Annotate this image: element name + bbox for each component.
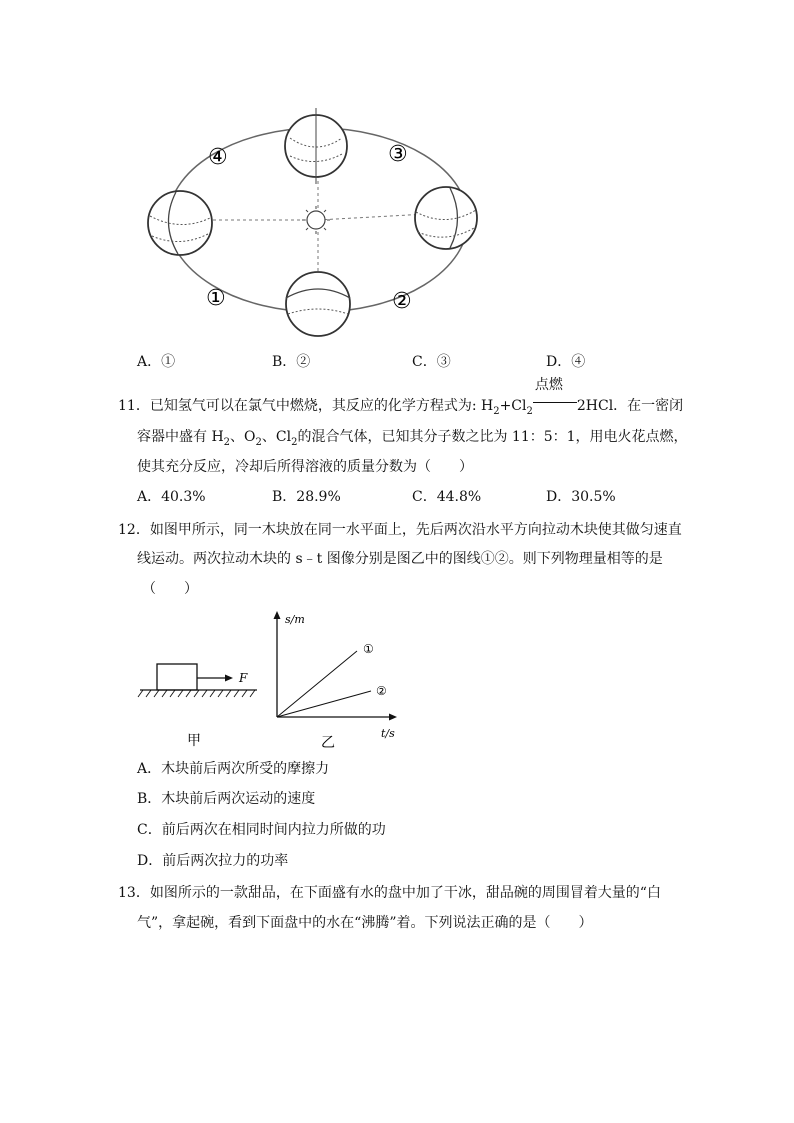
x-axis-label: t/s xyxy=(381,727,395,740)
q11-line-1: 11．已知氢气可以在氯气中燃烧，其反应的化学方程式为: $H_2+Cl_2$ 点燃 2HCl．在一密闭 xyxy=(118,377,684,417)
st-graph xyxy=(274,611,398,751)
q10-option-a[interactable]: A．① xyxy=(137,354,176,370)
orbit-label-4: ④ xyxy=(208,145,228,170)
graph-line-2-label: ② xyxy=(376,684,387,698)
force-label: F xyxy=(239,671,248,685)
q11-option-c[interactable]: C．44.8% xyxy=(412,489,482,505)
q11-option-b[interactable]: B．28.9% xyxy=(272,489,341,505)
earth-top xyxy=(285,108,347,184)
q13-line-1: 13．如图所示的一款甜品，在下面盛有水的盘中加了干冰，甜品碗的周围冒着大量的“白 xyxy=(118,885,661,901)
earth-right xyxy=(415,187,477,249)
q12-figure xyxy=(135,605,410,755)
q10-option-b[interactable]: B．② xyxy=(272,354,311,370)
reaction-condition: 点燃 xyxy=(533,392,577,410)
q12-line-2: 线运动。两次拉动木块的 s﹣t 图像分别是图乙中的图线①②。则下列物理量相等的是 xyxy=(137,551,663,567)
block-figure xyxy=(138,664,257,749)
earth-orbit-figure xyxy=(140,108,500,348)
q10-option-c[interactable]: C．③ xyxy=(412,354,451,370)
graph-line-2 xyxy=(277,691,371,717)
q11-option-d[interactable]: D．30.5% xyxy=(546,489,616,505)
q12-option-c[interactable]: C．前后两次在相同时间内拉力所做的功 xyxy=(137,822,386,838)
figure-caption-jia: 甲 xyxy=(187,733,201,749)
q10-option-d[interactable]: D．④ xyxy=(546,354,586,370)
earth-left xyxy=(148,191,212,255)
wood-block xyxy=(157,664,197,690)
graph-line-1-label: ① xyxy=(363,642,374,656)
orbit-label-2: ② xyxy=(392,289,412,314)
q11-line-3: 使其充分反应，冷却后所得溶液的质量分数为（ ） xyxy=(137,459,473,475)
q12-option-a[interactable]: A．木块前后两次所受的摩擦力 xyxy=(137,761,330,777)
graph-line-1 xyxy=(277,651,357,717)
q13-line-2: 气”，拿起碗，看到下面盘中的水在“沸腾”着。下列说法正确的是（ ） xyxy=(137,915,593,931)
figure-caption-yi: 乙 xyxy=(321,735,335,751)
q12-option-d[interactable]: D．前后两次拉力的功率 xyxy=(137,853,289,869)
y-axis-label: s/m xyxy=(285,613,305,626)
orbit-label-3: ③ xyxy=(388,142,408,167)
q12-option-b[interactable]: B．木块前后两次运动的速度 xyxy=(137,791,316,807)
q11-line-2: 容器中盛有 $H_2$、$O_2$、$Cl_2$的混合气体，已知其分子数之比为 11：5：1，用电火花点燃， xyxy=(137,429,688,448)
q11-option-a[interactable]: A．40.3% xyxy=(137,489,206,505)
q12-line-1: 12．如图甲所示，同一木块放在同一水平面上，先后两次沿水平方向拉动木块使其做匀速直 xyxy=(118,522,682,538)
earth-bottom xyxy=(286,272,350,336)
q12-line-3: （ ） xyxy=(142,581,198,597)
orbit-label-1: ① xyxy=(206,286,226,311)
